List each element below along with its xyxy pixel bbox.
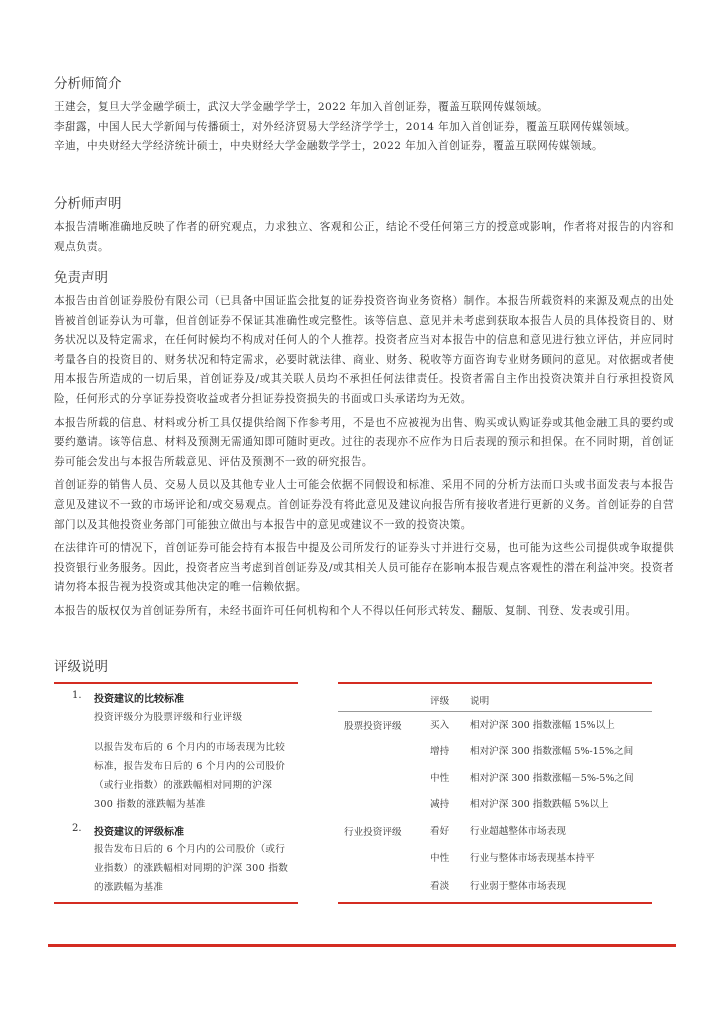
table-cell-desc: 相对沪深 300 指数跌幅 5%以上: [470, 799, 609, 810]
item1-number: 1.: [72, 690, 82, 701]
stock-rating-label: 股票投资评级: [344, 721, 402, 732]
table-cell-rating: 买入: [430, 720, 450, 731]
table-cell-rating: 看淡: [430, 881, 450, 892]
disclaimer-paragraph: 本报告的版权仅为首创证券所有，未经书面许可任何机构和个人不得以任何形式转发、翻版、复制、刊登、发表或引用。: [54, 604, 637, 617]
disclaimer-paragraph: 首创证券的销售人员、交易人员以及其他专业人士可能会依据不同假设和标准、采用不同的分析方法而口头或书面发表与本报告意见及建议不一致的市场评论和/或交易观点。首创证券没有将此意见及建议向报告所有接收者进行更新的义务。首创证券的自营部门以及其他投资业务部门可能独立做出与本报告中的意见或建议不一致的投资决策。: [54, 479, 674, 531]
table-cell-rating: 中性: [430, 853, 450, 864]
table-header-rule: [338, 711, 652, 712]
analyst-intro-body: [54, 98, 674, 157]
table-cell-desc: 相对沪深 300 指数涨幅 5%-15%之间: [470, 746, 634, 757]
analyst-intro-title: 分析师简介: [54, 76, 122, 92]
analyst-line: 李甜露，中国人民大学新闻与传播硕士，对外经济贸易大学经济学学士，2014 年加入首创证券，覆盖互联网传媒领域。: [54, 120, 637, 133]
table-cell-desc: 相对沪深 300 指数涨幅－5%-5%之间: [470, 773, 634, 784]
left-top-rule: [54, 682, 298, 684]
table-bottom-rule: [338, 902, 652, 904]
item1-title: 投资建议的比较标准: [94, 694, 184, 705]
item2-title: 投资建议的评级标准: [94, 827, 184, 838]
footer-rule: [48, 944, 676, 947]
table-cell-desc: 行业弱于整体市场表现: [470, 881, 566, 892]
item2-text: 报告发布日后的 6 个月内的公司股价（或行业指数）的涨跌幅相对同期的沪深 300 指数的涨跌幅为基准: [94, 844, 289, 893]
left-bottom-rule: [54, 902, 298, 904]
table-header-desc: 说明: [470, 696, 490, 707]
table-header-rating: 评级: [430, 696, 450, 707]
disclaimer-paragraph: 本报告所载的信息、材料或分析工具仅提供给阁下作参考用，不是也不应被视为出售、购买或认购证券或其他金融工具的要约或要约邀请。该等信息、材料及预测无需通知即可随时更改。过往的表现亦不应作为日后表现的预示和担保。在不同时期，首创证券可能会发出与本报告所载意见、评估及预测不一致的研究报告。: [54, 416, 674, 468]
analyst-line: 王建会，复旦大学金融学硕士，武汉大学金融学学士，2022 年加入首创证券，覆盖互联网传媒领域。: [54, 101, 549, 113]
table-cell-rating: 中性: [430, 773, 450, 784]
table-cell-desc: 行业与整体市场表现基本持平: [470, 853, 595, 864]
table-cell-rating: 减持: [430, 799, 450, 810]
disclaimer-title: 免责声明: [54, 270, 108, 286]
item1-text-b: 以报告发布后的 6 个月内的市场表现为比较标准，报告发布日后的 6 个月内的公司股价（或行业指数）的涨跌幅相对同期的沪深 300 指数的涨跌幅为基准: [94, 742, 286, 810]
table-cell-rating: 看好: [430, 826, 450, 837]
rating-title: 评级说明: [54, 659, 108, 675]
table-cell-desc: 相对沪深 300 指数涨幅 15%以上: [470, 720, 615, 731]
industry-rating-label: 行业投资评级: [344, 827, 402, 838]
disclaimer-body: [54, 292, 674, 622]
analyst-statement-title: 分析师声明: [54, 196, 122, 212]
table-cell-desc: 行业超越整体市场表现: [470, 826, 566, 837]
item1-text-a: 投资评级分为股票评级和行业评级: [94, 712, 243, 723]
analyst-line: 辛迪，中央财经大学经济统计硕士，中央财经大学金融数学学士，2022 年加入首创证券，覆盖互联网传媒领域。: [54, 140, 604, 153]
table-cell-rating: 增持: [430, 746, 450, 757]
analyst-statement-body: [54, 218, 674, 257]
disclaimer-paragraph: 本报告由首创证券股份有限公司（已具备中国证监会批复的证券投资咨询业务资格）制作。本报告所载资料的来源及观点的出处皆被首创证券认为可靠，但首创证券不保证其准确性或完整性。该等信息、意见并未考虑到获取本报告人员的具体投资目的、财务状况以及特定需求，在任何时候均不构成对任何人的个人推荐。投资者应当对本报告中的信息和意见进行独立评估，并应同时考量各自的投资目的、财务状况和特定需求，必要时就法律、商业、财务、税收等方面咨询专业财务顾问的意见。对依据或者使用本报告所造成的一切后果，首创证券及/或其关联人员均不承担任何法律责任。投资者需自主作出投资决策并自行承担投资风险，任何形式的分享证券投资收益或者分担证券投资损失的书面或口头承诺均为无效。: [54, 295, 674, 405]
table-top-rule: [338, 682, 652, 684]
disclaimer-paragraph: 在法律许可的情况下，首创证券可能会持有本报告中提及公司所发行的证券头寸并进行交易，也可能为这些公司提供或争取提供投资银行业务服务。因此，投资者应当考虑到首创证券及/或其相关人员可能存在影响本报告观点客观性的潜在利益冲突。投资者请勿将本报告视为投资或其他决定的唯一信赖依据。: [54, 542, 674, 594]
item2-number: 2.: [72, 823, 82, 834]
statement-text: 本报告清晰准确地反映了作者的研究观点，力求独立、客观和公正，结论不受任何第三方的授意或影响，作者将对报告的内容和观点负责。: [54, 221, 674, 253]
